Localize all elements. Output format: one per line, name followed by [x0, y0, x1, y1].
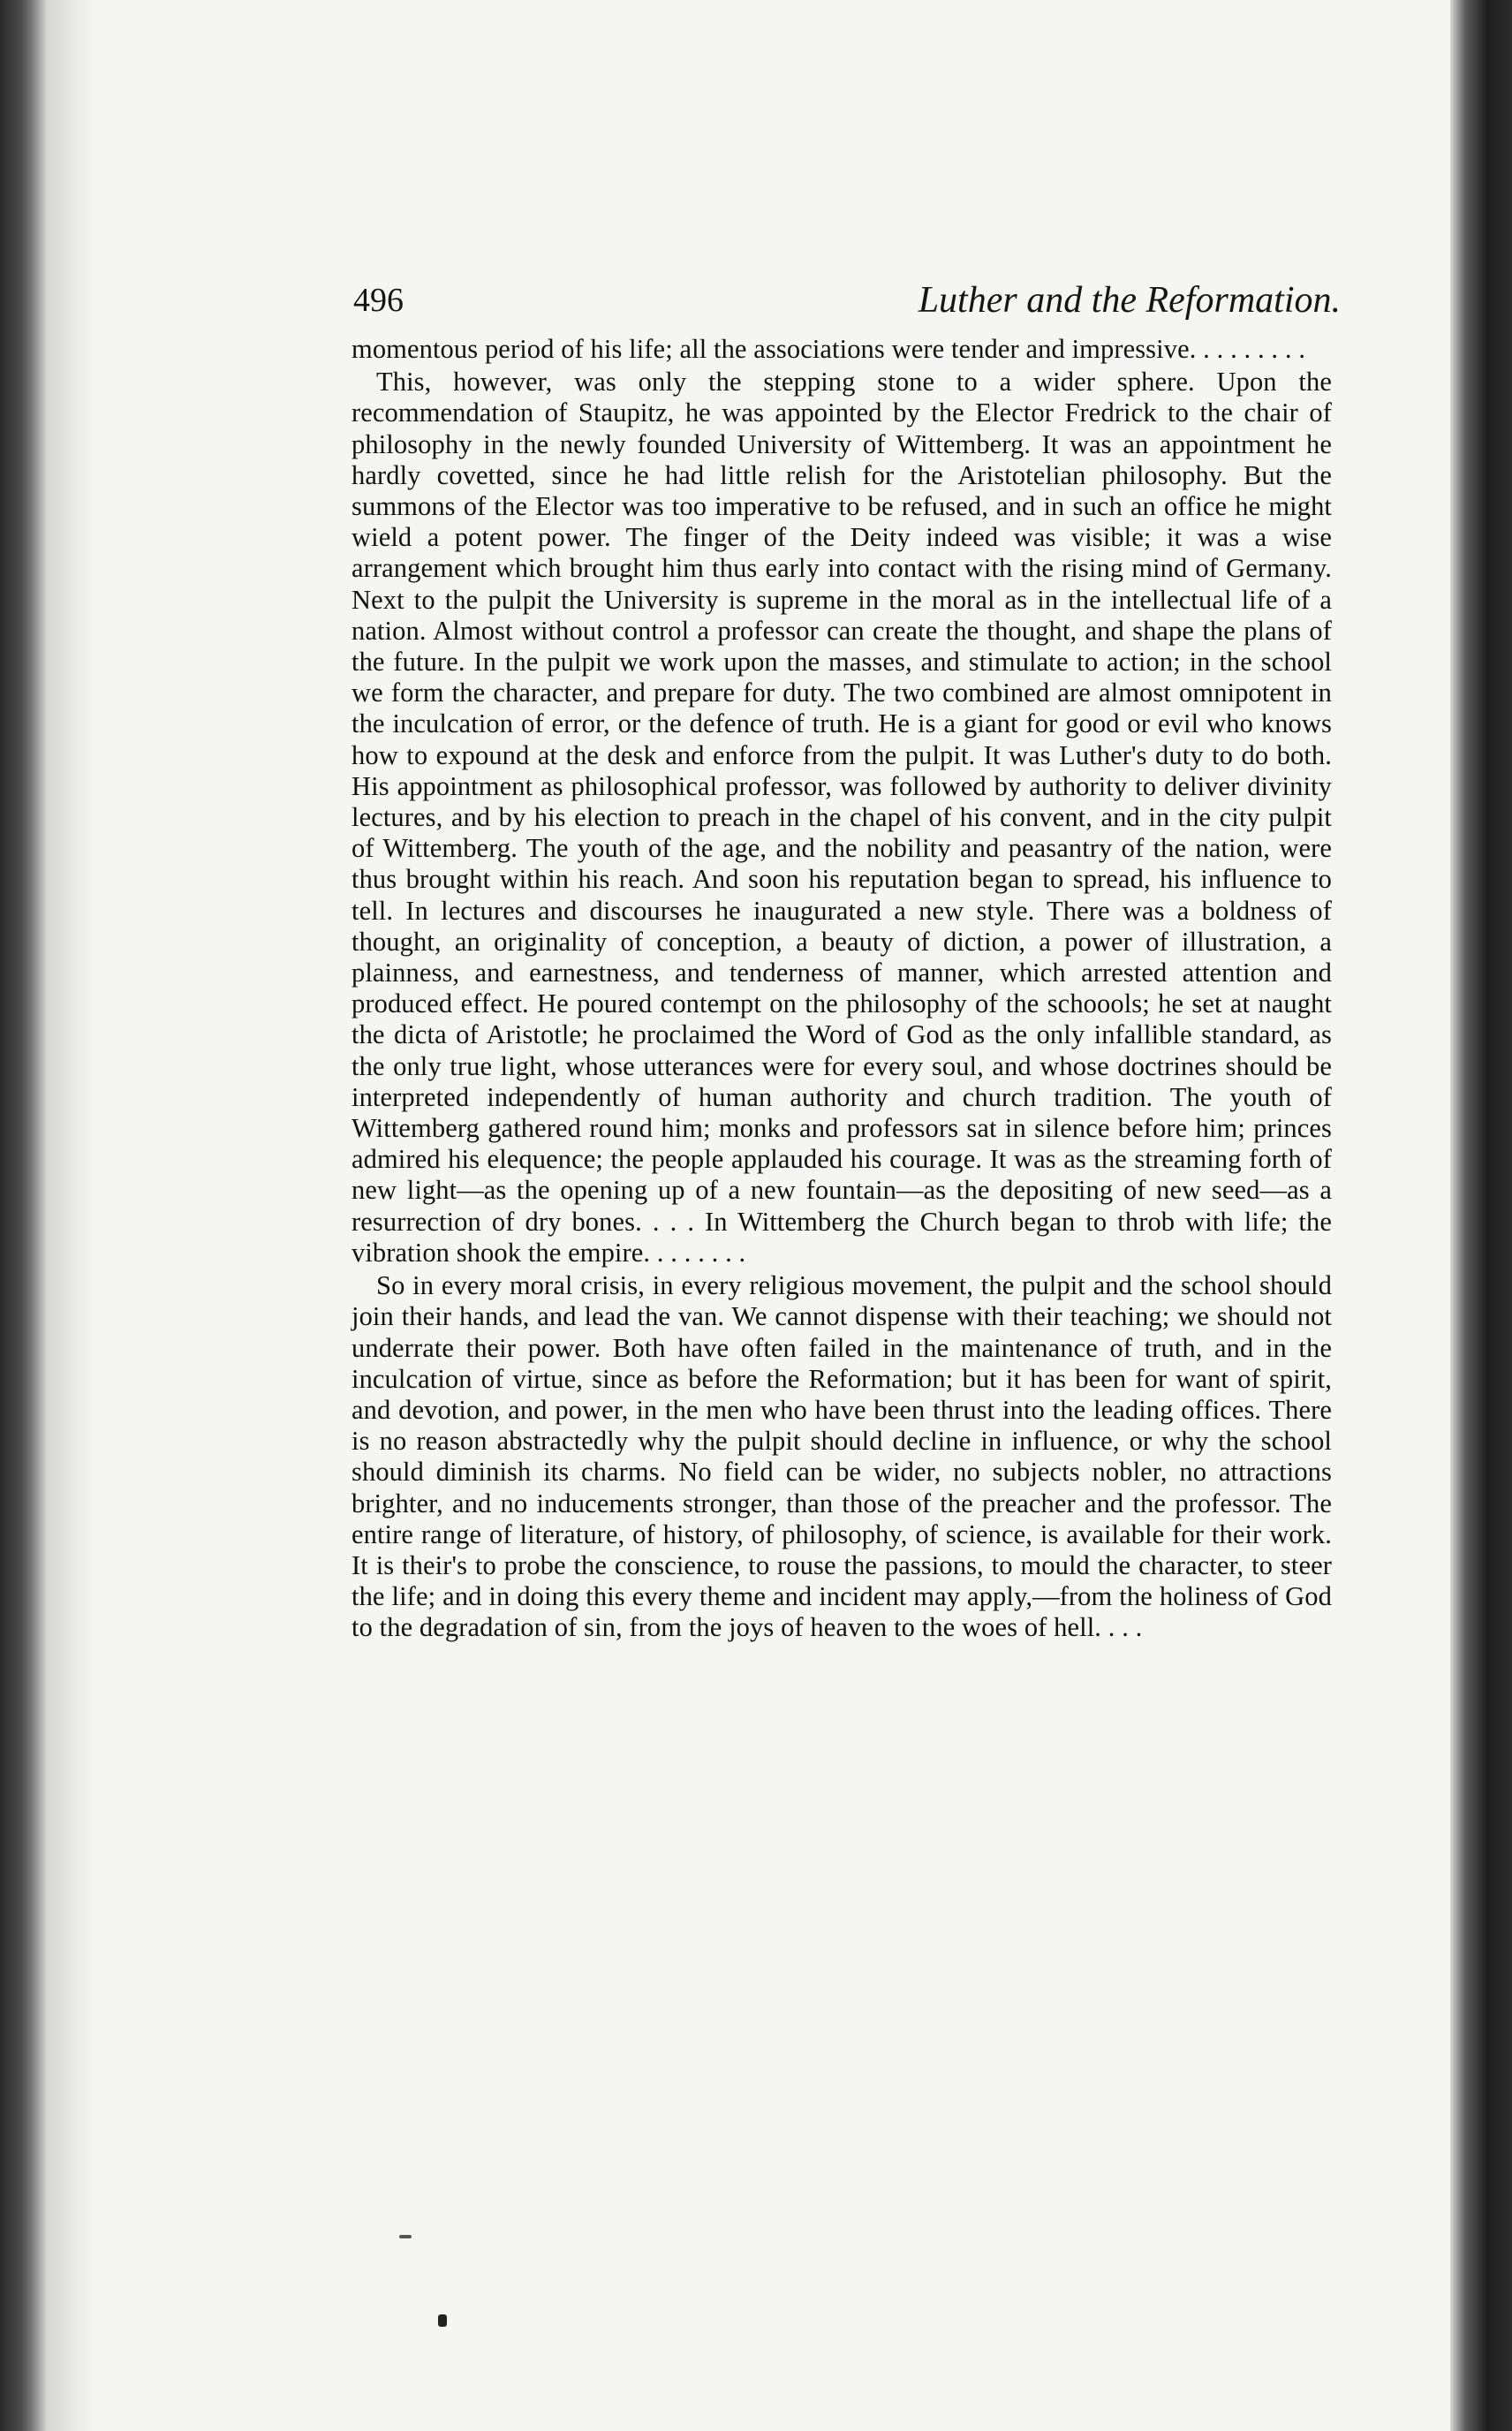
paragraph-wittemberg: This, however, was only the stepping stone to a wider sphere. Upon the recommendation of Staupitz, he was appointed by the Elector Fredrick to the chair of philosophy in the newly founded University of Wittemberg. It was an appointment he hardly covetted, since he had little relish for the Aristotelian philosophy. But the summons of the Elector was too imperative to be refused, and in such an office he might wield a potent power. The finger of the Deity indeed was visible; it was a wise arrangement which brought him thus early into contact with the rising mind of Germany. Next to the pulpit the University is supreme in the moral as in the intellectual life of a nation. Almost without control a professor can create the thought, and shape the plans of the future. In the pulpit we work upon the masses, and stimulate to action; in the school we form the character, and prepare for duty. The two combined are almost omnipotent in the inculcation of error, or the defence of truth. He is a giant for good or evil who knows how to expound at the desk and enforce from the pulpit. It was Luther's duty to do both. His appointment as philosophical professor, was followed by authority to deliver divinity lectures, and by his election to preach in the chapel of his convent, and in the city pulpit of Wittemberg. The youth of the age, and the nobility and peasantry of the nation, were thus brought within his reach. And soon his reputation began to spread, his influence to tell. In lectures and discourses he inaugurated a new style. There was a boldness of thought, an originality of conception, a beauty of diction, a power of illustration, a plainness, and earnestness, and tenderness of manner, which arrested attention and produced effect. He poured contempt on the philosophy of the schoools; he set at naught the dicta of Aristotle; he proclaimed the Word of God as the only infallible standard, as the only true light, whose utterances were for every soul, and whose doctrines should be interpreted independently of human authority and church tradition. The youth of Wittemberg gathered round him; monks and professors sat in silence before him; princes admired his elequence; the people applauded his courage. It was as the streaming forth of new light—as the opening up of a new fountain—as the depositing of new seed—as a resurrection of dry bones. . . . In Wittemberg the Church began to throb with life; the vibration shook the empire. . . . . . . .: [352, 367, 1332, 1268]
scan-speck: [438, 2314, 447, 2327]
page-number: 496: [353, 282, 404, 319]
body-text: [352, 334, 1332, 1644]
page-spine-shadow: [46, 0, 99, 2431]
running-title: Luther and the Reformation.: [918, 280, 1341, 321]
scan-edge-left: [0, 0, 46, 2431]
scan-speck: [399, 2235, 412, 2238]
paragraph-pulpit-and-school: So in every moral crisis, in every religious movement, the pulpit and the school should join their hands, and lead the van. We cannot dispense with their teaching; we should not underrate their power. Both have often failed in the maintenance of truth, and in the inculcation of virtue, since as before the Reformation; but it has been for want of spirit, and devotion, and power, in the men who have been thrust into the leading offices. There is no reason abstractedly why the pulpit should decline in influence, or why the school should diminish its charms. No field can be wider, no subjects nobler, no attractions brighter, and no inducements stronger, than those of the preacher and the professor. The entire range of literature, of history, of philosophy, of science, is available for their work. It is their's to probe the conscience, to rouse the passions, to mould the character, to steer the life; and in doing this every theme and incident may apply,—from the holiness of God to the degradation of sin, from the joys of heaven to the woes of hell. . . .: [352, 1270, 1332, 1643]
running-head: [353, 277, 1341, 323]
scan-edge-right: [1450, 0, 1512, 2431]
paragraph-continued: momentous period of his life; all the associations were tender and impressive. . . . . . . . .: [352, 334, 1306, 364]
